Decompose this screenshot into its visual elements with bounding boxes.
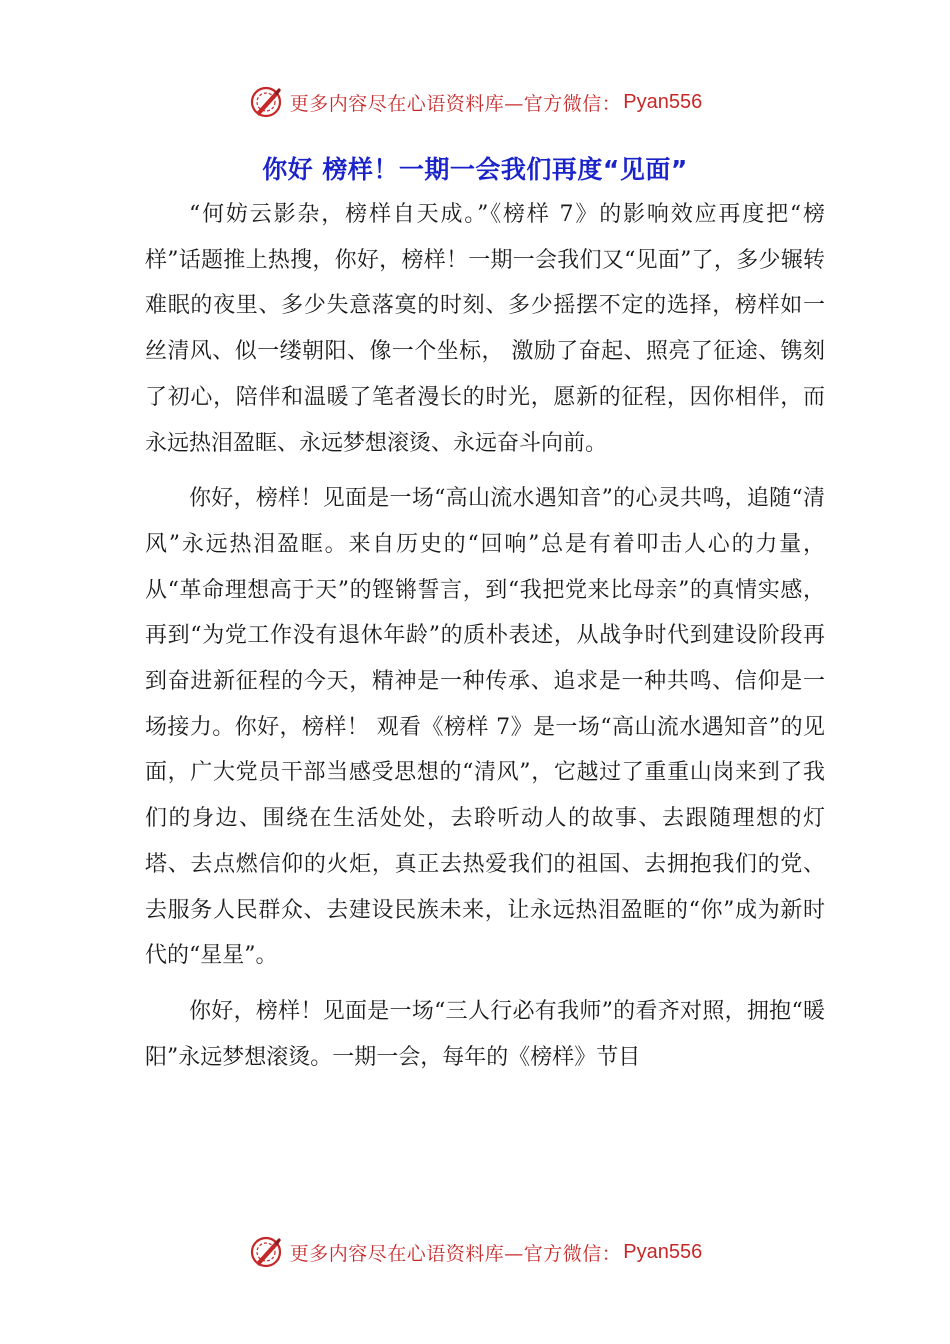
article-body	[145, 192, 825, 1090]
paragraph-3: 你好，榜样！见面是一场“三人行必有我师”的看齐对照，拥抱“暖阳”永远梦想滚烫。一期一会，每年的《榜样》节目	[145, 998, 825, 1070]
header-text: 更多内容尽在心语资料库—官方微信：	[289, 92, 622, 115]
paragraph-2: 你好，榜样！见面是一场“高山流水遇知音”的心灵共鸣，追随“清风”永远热泪盈眶。来自历史的“回响”总是有着叩击人心的力量，从“革命理想高于天”的铿锵誓言，到“我把党来比母亲”的真情实感，再到“为党工作没有退休年龄”的质朴表述，从战争时代到建设阶段再到奋进新征程的今天，精神是一种传承、追求是一种共鸣、信仰是一场接力。你好，榜样！ 观看《榜样 7》是一场“高山流水遇知音”的见面，广大党员干部当感受思想的“清风”，它越过了重重山岗来到了我们的身边、围绕在生活处处，去聆听动人的故事、去跟随理想的灯塔、去点燃信仰的火炬，真正去热爱我们的祖国、去拥抱我们的党、去服务人民群众、去建设民族未来，让永远热泪盈眶的“你”成为新时代的“星星”。	[145, 486, 825, 969]
paragraph-1: “何妨云影杂，榜样自天成。”《榜样 7》的影响效应再度把“榜样”话题推上热搜，你好，榜样！一期一会我们又“见面”了，多少辗转难眠的夜里、多少失意落寞的时刻、多少摇摆不定的选择，榜样如一丝清风、似一缕朝阳、像一个坐标， 激励了奋起、照亮了征途、镌刻了初心，陪伴和温暖了笔者漫长的时光，愿新的征程，因你相伴，而永远热泪盈眶、永远梦想滚烫、永远奋斗向前。	[145, 202, 825, 456]
footer-banner	[0, 1230, 950, 1274]
footer-wechat-id: Pyan556	[623, 1240, 703, 1263]
pen-logo-icon	[248, 84, 284, 120]
article-title: 你好 榜样！一期一会我们再度“见面”	[262, 155, 688, 184]
header-wechat-id: Pyan556	[623, 90, 703, 113]
header-banner	[0, 80, 950, 124]
footer-text: 更多内容尽在心语资料库—官方微信：	[289, 1242, 622, 1265]
pen-logo-icon	[248, 1234, 284, 1270]
